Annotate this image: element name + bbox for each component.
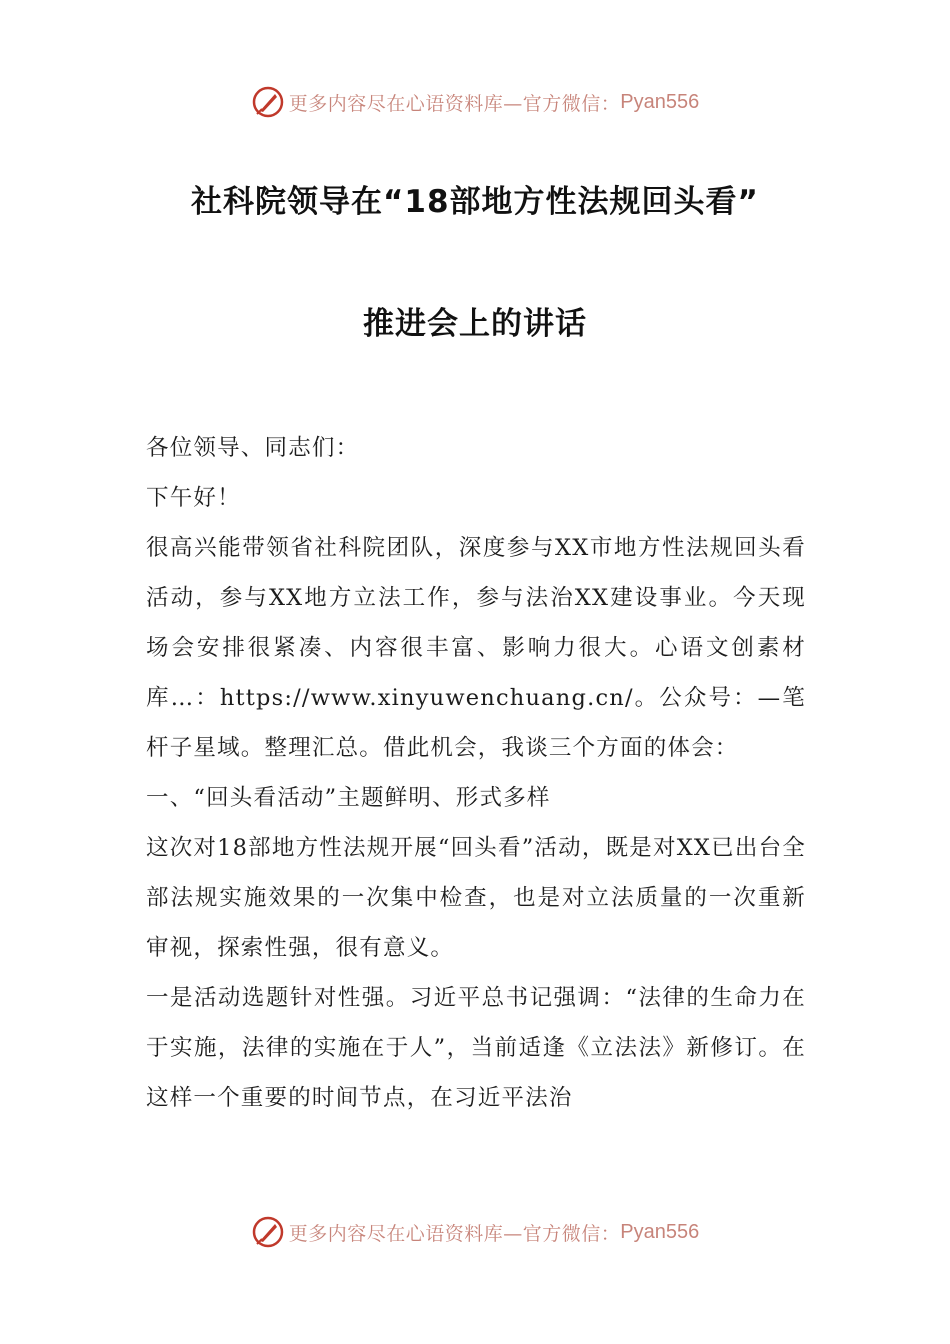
banner-wechat-id: Pyan556 xyxy=(620,90,700,113)
quill-logo-icon xyxy=(251,1215,285,1249)
paragraph-point-1: 一是活动选题针对性强。习近平总书记强调：“法律的生命力在于实施，法律的实施在于人”，当前适逢《立法法》新修订。在这样一个重要的时间节点，在习近平法治 xyxy=(146,985,806,1111)
header-watermark-banner xyxy=(0,82,950,122)
paragraph-intro: 很高兴能带领省社科院团队，深度参与XX市地方性法规回头看活动，参与XX地方立法工作，参与法治XX建设事业。今天现场会安排很紧凑、内容很丰富、影响力很大。心语文创素材库…：https://www.xinyuwenchuang.cn/。公众号：—笔杆子星域。整理汇总。借此机会，我谈三个方面的体会： xyxy=(146,535,806,761)
banner-text: 更多内容尽在心语资料库—官方微信： xyxy=(288,1222,621,1245)
document-title-line-2: 推进会上的讲话 xyxy=(363,306,587,342)
salutation: 各位领导、同志们： xyxy=(146,435,360,461)
paragraph-overview: 这次对18部地方性法规开展“回头看”活动，既是对XX已出台全部法规实施效果的一次集中检查，也是对立法质量的一次重新审视，探索性强，很有意义。 xyxy=(146,835,806,961)
footer-watermark-banner xyxy=(0,1212,950,1252)
banner-text: 更多内容尽在心语资料库—官方微信： xyxy=(288,92,621,115)
banner-wechat-id: Pyan556 xyxy=(620,1220,700,1243)
greeting: 下午好！ xyxy=(146,485,241,511)
section-heading-1: 一、“回头看活动”主题鲜明、形式多样 xyxy=(146,785,551,811)
quill-logo-icon xyxy=(251,85,285,119)
document-title-line-1: 社科院领导在“18部地方性法规回头看” xyxy=(191,184,759,220)
document-body xyxy=(146,423,806,1123)
